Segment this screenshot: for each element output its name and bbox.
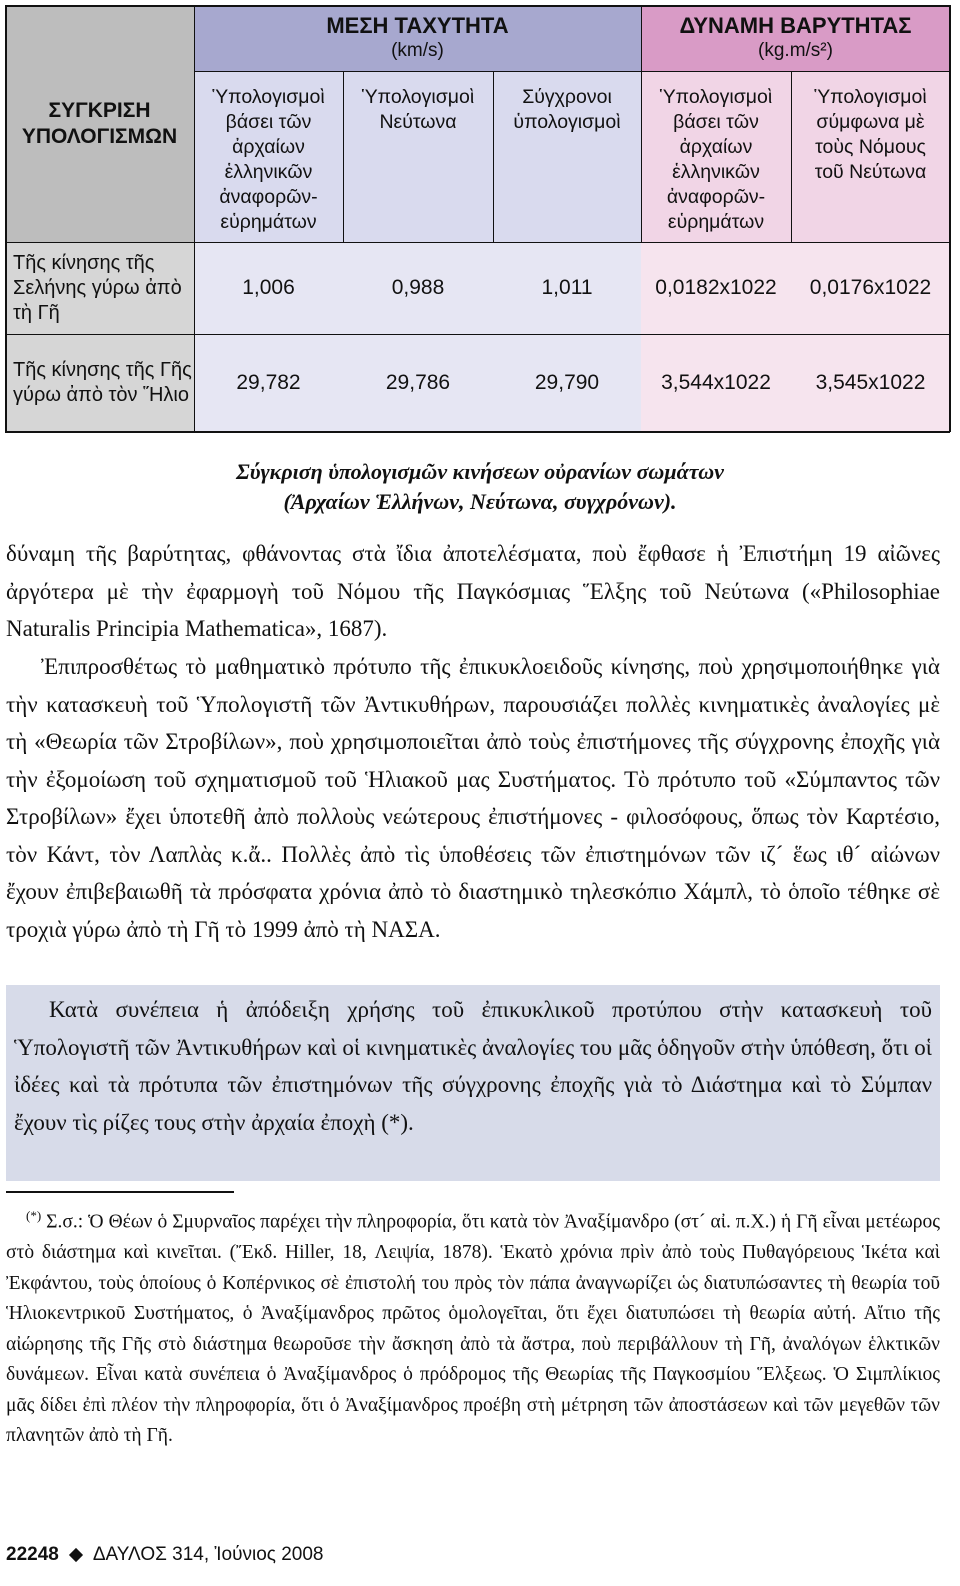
cell-value: 29,782 xyxy=(236,371,301,394)
table-corner-title-2: ΥΠΟΛΟΓΙΣΜΩΝ xyxy=(21,124,178,148)
issue-info: ΔΑΥΛΟΣ 314, Ἰούνιος 2008 xyxy=(92,1544,324,1565)
table-corner-cell xyxy=(5,5,194,242)
table-cell xyxy=(641,242,791,334)
cell-value: 29,790 xyxy=(534,371,600,394)
cell-value: 1,011 xyxy=(541,276,593,299)
table-cell xyxy=(791,334,950,432)
body-paragraph-2: Ἐπιπροσθέτως τὸ μαθηματικὸ πρότυπο τῆς ἐπικυκλοειδοῦς κίνησης, ποὺ χρησιμοποιήθηκε γιὰ τὴν κατασκευὴ τοῦ Ὑπολογιστῆ τῶν Ἀντικυθήρων, παρουσιάζει πολλὲς κινηματικὲς ἀναλογίες μὲ τὴ «Θεωρία τῶν Στροβίλων», ποὺ χρησιμοποιεῖται ἀπὸ τοὺς ἐπιστήμονες τῆς σύγχρονης ἐποχῆς γιὰ τὴν ἐξομοίωση τοῦ σχηματισμοῦ τοῦ Ἡλιακοῦ μας Συστήματος. Τὸ πρότυπο τοῦ «Σύμπαντος τῶν Στροβίλων» ἔχει ὑποτεθῆ ἀπὸ πολλοὺς νεώτερους ἐπιστήμονες - φιλοσόφους, ὅπως τὸν Καρτέσιο, τὸν Κάντ, τὸν Λαπλὰς κ.ἄ.. Πολλὲς ἀπὸ τὶς ὑποθέσεις τῶν ἐπιστημόνων τῶν ιζ´ ἕως ιθ´ αἰώνων ἔχουν ἐπιβεβαιωθῆ τὰ πρόσφατα χρόνια ἀπὸ τὸ διαστημικὸ τηλεσκόπιο Χάμπλ, τὸ ὁποῖο τέθηκε σὲ τροχιὰ γύρω ἀπὸ τὴ Γῆ τὸ 1999 ἀπὸ τὴ ΝΑΣΑ. xyxy=(6,654,940,942)
table-cell xyxy=(493,242,641,334)
column-header xyxy=(641,71,791,242)
column-header-label: Ὑπολογισμοὶ σύμφωνα μὲ τοὺς Νόμους τοῦ Νεύτωνα xyxy=(814,86,927,183)
table-border xyxy=(949,5,951,432)
diamond-icon xyxy=(69,1548,83,1562)
highlight-paragraph: Κατὰ συνέπεια ἡ ἀπόδειξη χρήσης τοῦ ἐπικυκλικοῦ προτύπου στὴν κατασκευὴ τοῦ Ὑπολογιστῆ τῶν Ἀντικυθήρων καὶ οἱ κινηματικὲς ἀναλογίες του μᾶς ὁδηγοῦν στὴν ὑπόθεση, ὅτι οἱ ἰδέες καὶ τὰ πρότυπα τῶν ἐπιστημόνων τῆς σύγχρονης ἐποχῆς γιὰ τὸ Διάστημα καὶ τὸ Σύμπαν ἔχουν τὶς ρίζες τους στὴν ἀρχαία ἐποχὴ (*). xyxy=(14,997,932,1135)
column-header xyxy=(493,71,641,242)
table-cell xyxy=(791,242,950,334)
table-cell xyxy=(343,242,493,334)
table-cell xyxy=(194,334,343,432)
cell-value: 3,544x1022 xyxy=(661,371,771,394)
page-number: 22248 xyxy=(6,1544,59,1565)
force-group-header xyxy=(641,5,950,71)
cell-value: 0,0176x1022 xyxy=(809,276,932,299)
table-border xyxy=(641,5,642,242)
force-group-title: ΔΥΝΑΜΗ ΒΑΡΥΤΗΤΑΣ xyxy=(679,13,912,38)
footnote xyxy=(6,1201,940,1452)
column-header-label: Ὑπολογισμοὶ βάσει τῶν ἀρχαίων ἑλληνικῶν ἀναφορῶν-εὑρημάτων xyxy=(659,86,773,233)
row-label xyxy=(5,242,194,334)
caption-line-1: Σύγκριση ὑπολογισμῶν κινήσεων οὐρανίων σωμάτων xyxy=(236,459,724,484)
table-cell xyxy=(641,334,791,432)
column-header-label: Ὑπολογισμοὶ Νεύτωνα xyxy=(361,86,475,133)
table-border xyxy=(343,71,344,242)
footnote-text: Σ.σ.: Ὁ Θέων ὁ Σμυρναῖος παρέχει τὴν πληροφορία, ὅτι κατὰ τὸν Ἀναξίμανδρο (στ´ αἰ. π.Χ.) ἡ Γῆ εἶναι μετέωρος στὸ διάστημα καὶ κινεῖται. (Ἔκδ. Hiller, 18, Λειψία, 1878). Ἑκατὸ χρόνια πρὶν ἀπὸ τοὺς Πυθαγόρειους Ἱκέτα καὶ Ἐκφάντου, τοὺς ὁποίους ὁ Κοπέρνικος σὲ ἐπιστολή του πρὸς τὸν πάπα ἀναγνωρίζει ὡς διατυπώσαντες τὴ θεωρία τοῦ Ἡλιοκεντρικοῦ Συστήματος, ὁ Ἀναξίμανδρος πρῶτος ὁμολογεῖται, ὅτι ἔχει διατυπώσει τὴ θεωρία αὐτή. Αἴτιο τῆς αἰώρησης τῆς Γῆς στὸ διάστημα θεωροῦσε τὴν ἄσκηση ἀπὸ τὰ ἄστρα, ποὺ περιβάλλουν τὴ Γῆ, ἀναλόγων ἑλκτικῶν δυνάμεων. Εἶναι κατὰ συνέπεια ὁ Ἀναξίμανδρος ὁ πρόδρομος τῆς Θεωρίας τῆς Παγκοσμίου Ἕλξεως. Ὁ Σιμπλίκιος μᾶς δίδει ἐπὶ πλέον τὴν πληροφορία, ὅτι ὁ Ἀναξίμανδρος προέβη στὴ μέτρηση τῶν ἀποστάσεων καὶ τῶν μεγεθῶν τῶν πλανητῶν ἀπὸ τὴ Γῆ. xyxy=(6,1211,940,1446)
force-group-unit: (kg.m/s²) xyxy=(758,40,833,61)
row-label-text: Τῆς κίνησης τῆς Σελήνης γύρω ἀπὸ τὴ Γῆ xyxy=(13,251,182,324)
page-footer xyxy=(6,1544,324,1566)
column-header xyxy=(194,71,343,242)
table-border xyxy=(194,71,950,72)
table-corner-title-1: ΣΥΓΚΡΙΣΗ xyxy=(48,98,151,122)
column-header xyxy=(343,71,493,242)
column-header xyxy=(791,71,950,242)
table-border xyxy=(5,242,950,243)
speed-group-header xyxy=(194,5,641,71)
column-header-label: Ὑπολογισμοὶ βάσει τῶν ἀρχαίων ἑλληνικῶν ἀναφορῶν-εὑρημάτων xyxy=(212,86,325,233)
footnote-divider xyxy=(6,1191,234,1193)
row-label-text: Τῆς κίνησης τῆς Γῆς γύρω ἀπὸ τὸν Ἥλιο xyxy=(13,359,192,406)
speed-group-unit: (km/s) xyxy=(391,40,444,61)
column-header-label: Σύγχρονοι ὑπολογισμοὶ xyxy=(513,86,621,133)
speed-group-title: ΜΕΣΗ ΤΑΧΥΤΗΤΑ xyxy=(326,13,509,38)
table-cell xyxy=(194,242,343,334)
cell-value: 1,006 xyxy=(242,276,295,299)
table-border xyxy=(194,5,195,432)
table-border xyxy=(493,71,494,242)
table-border xyxy=(5,431,950,433)
body-paragraph-1: δύναμη τῆς βαρύτητας, φθάνοντας στὰ ἴδια ἀποτελέσματα, ποὺ ἔφθασε ἡ Ἐπιστήμη 19 αἰῶνες ἀργότερα μὲ τὴν ἐφαρμογὴ τοῦ Νόμου τῆς Παγκόσμιας Ἕλξης τοῦ Νεύτωνα («Philosophiae Naturalis Principia Mathematica», 1687). xyxy=(6,541,940,641)
footnote-marker: (*) xyxy=(26,1208,42,1223)
cell-value: 0,0182x1022 xyxy=(655,276,777,299)
row-label xyxy=(5,334,194,432)
caption-line-2: (Ἀρχαίων Ἑλλήνων, Νεύτωνα, συγχρόνων). xyxy=(283,489,677,514)
table-border xyxy=(5,334,950,335)
table-cell xyxy=(493,334,641,432)
cell-value: 29,786 xyxy=(385,371,451,394)
table-caption xyxy=(0,457,960,517)
comparison-table xyxy=(5,5,950,432)
table-border xyxy=(5,5,7,432)
table-border xyxy=(791,71,792,242)
cell-value: 3,545x1022 xyxy=(815,371,926,394)
table-cell xyxy=(343,334,493,432)
cell-value: 0,988 xyxy=(391,276,445,299)
table-border xyxy=(5,5,950,7)
